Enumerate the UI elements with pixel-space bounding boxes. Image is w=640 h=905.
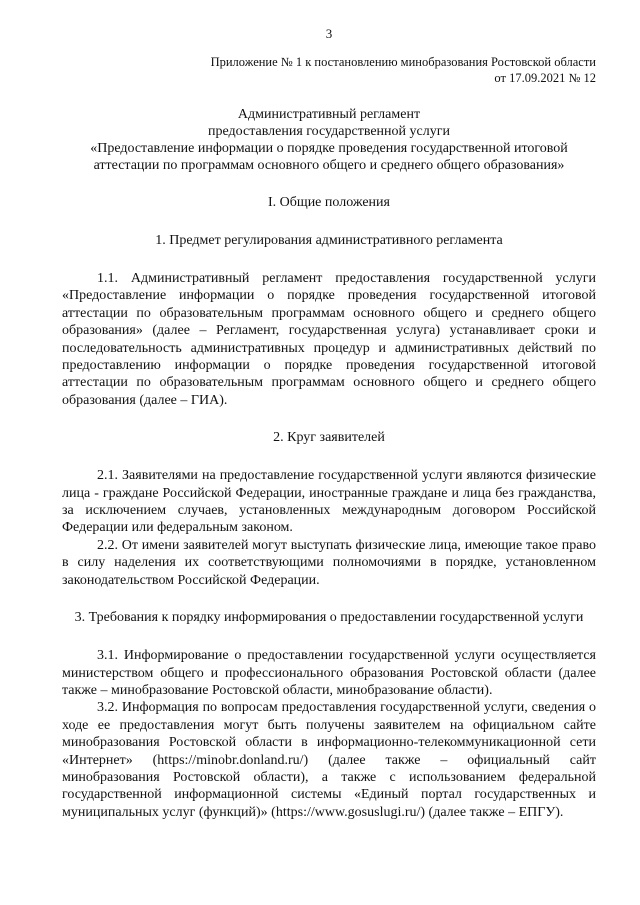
paragraph-1-1: 1.1. Административный регламент предоставления государственной услуги «Предоставление информации о порядке проведения государственной итоговой аттестации по образовательным программам основного общего и среднего общего образования» (далее – Регламент, государственная услуга) устанавливает сроки и последовательность административных процедур и административных действий по предоставлению информации о порядке проведения государственной итоговой аттестации по образовательным программам основного общего и среднего общего образования (далее – ГИА).: [62, 271, 596, 408]
section-subject-heading: 1. Предмет регулирования административного регламента: [155, 233, 503, 248]
annex-reference: [62, 54, 596, 86]
title-line-4: аттестации по программам основного общего и среднего общего образования»: [93, 158, 565, 173]
document-title: [62, 106, 596, 174]
section-applicants-heading: 2. Круг заявителей: [273, 430, 385, 446]
paragraph-2-1: 2.1. Заявителями на предоставление государственной услуги являются физические лица - граждане Российской Федерации, иностранные граждане и лица без гражданства, за исключением случаев, установленных международным договором Российской Федерации или федеральным законом.: [62, 468, 596, 536]
paragraph-2-2: 2.2. От имени заявителей могут выступать физические лица, имеющие такое право в силу наделения их соответствующими полномочиями в порядке, установленном законодательством Российской Федерации.: [62, 537, 596, 588]
page-number: 3: [325, 26, 333, 41]
section-general-heading: I. Общие положения: [268, 195, 390, 210]
paragraph-3-1: 3.1. Информирование о предоставлении государственной услуги осуществляется министерством общего и профессионального образования Ростовской области (далее также – минобразование Ростовской области, минобразование области).: [62, 648, 596, 698]
title-line-2: предоставления государственной услуги: [208, 124, 450, 139]
title-line-1: Административный регламент: [237, 107, 421, 122]
title-line-3: «Предоставление информации о порядке проведения государственной итоговой: [90, 141, 568, 156]
section-info-requirements-heading: 3. Требования к порядку информирования о предоставлении государственной услуги: [74, 610, 584, 626]
annex-line-2: от 17.09.2021 № 12: [494, 71, 596, 85]
annex-line-1: Приложение № 1 к постановлению минобразования Ростовской области: [210, 55, 596, 69]
paragraph-3-2: 3.2. Информация по вопросам предоставления государственной услуги, сведения о ходе ее предоставления могут быть получены заявителем на официальном сайте минобразования Ростовской области в информационно-телекоммуникационной сети «Интернет» (https://minobr.donland.ru/) (далее также – официальный сайт минобразования Ростовской области), а также с использованием федеральной государственной информационной системы «Единый портал государственных и муниципальных услуг (функций)» (https://www.gosuslugi.ru/) (далее также – ЕПГУ).: [62, 700, 596, 820]
document-page: [62, 26, 596, 821]
